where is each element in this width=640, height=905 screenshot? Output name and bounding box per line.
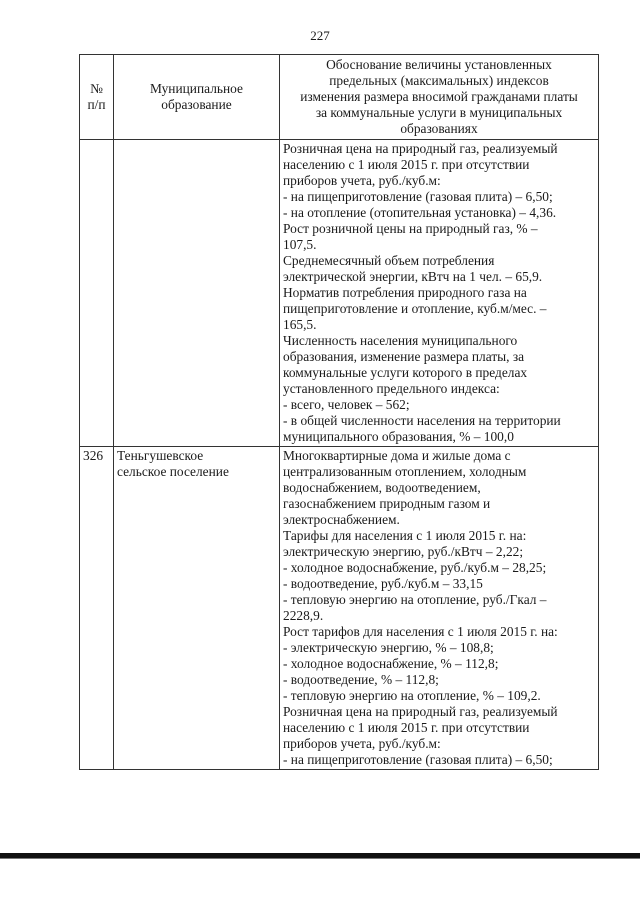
header-justification-line: Обоснование величины установленных bbox=[326, 57, 552, 72]
text-line: Среднемесячный объем потребления bbox=[283, 253, 495, 268]
header-num-line: п/п bbox=[87, 97, 106, 112]
text-line: 2228,9. bbox=[283, 608, 324, 623]
text-line: Многоквартирные дома и жилые дома с bbox=[283, 448, 511, 463]
text-line: - холодное водоснабжение, руб./куб.м – 28,25; bbox=[283, 560, 547, 575]
header-num-line: № bbox=[90, 81, 103, 96]
text-line: электрическую энергию, руб./кВтч – 2,22; bbox=[283, 544, 524, 559]
text-line: - электрическую энергию, % – 108,8; bbox=[283, 640, 494, 655]
text-line: образования, изменение размера платы, за bbox=[283, 349, 525, 364]
text-line: 107,5. bbox=[283, 237, 317, 252]
text-line: приборов учета, руб./куб.м: bbox=[283, 173, 441, 188]
header-municipality-line: Муниципальное bbox=[150, 81, 243, 96]
text-line: Рост розничной цены на природный газ, % – bbox=[283, 221, 538, 236]
text-line: пищеприготовление и отопление, куб.м/мес. – bbox=[283, 301, 547, 316]
header-justification-line: предельных (максимальных) индексов bbox=[329, 73, 549, 88]
text-line: - на пищеприготовление (газовая плита) – 6,50; bbox=[283, 752, 553, 767]
text-line: Норматив потребления природного газа на bbox=[283, 285, 527, 300]
text-line: Тарифы для населения с 1 июля 2015 г. на: bbox=[283, 528, 527, 543]
row-number-cell bbox=[80, 140, 114, 447]
text-line: - всего, человек – 562; bbox=[283, 397, 410, 412]
text-line: 165,5. bbox=[283, 317, 317, 332]
text-line: электрической энергии, кВтч на 1 чел. – 65,9. bbox=[283, 269, 543, 284]
text-line: газоснабжением природным газом и bbox=[283, 496, 491, 511]
text-line: коммунальные услуги которого в пределах bbox=[283, 365, 528, 380]
text-line: - водоотведение, % – 112,8; bbox=[283, 672, 439, 687]
text-line: водоснабжением, водоотведением, bbox=[283, 480, 481, 495]
text-line: муниципального образования, % – 100,0 bbox=[283, 429, 514, 444]
text-line: населению с 1 июля 2015 г. при отсутствии bbox=[283, 720, 530, 735]
header-municipality bbox=[114, 55, 280, 140]
header-justification bbox=[280, 55, 599, 140]
justification-cell bbox=[280, 140, 599, 447]
municipality-cell bbox=[114, 447, 280, 770]
text-line: Розничная цена на природный газ, реализуемый bbox=[283, 704, 558, 719]
justification-cell bbox=[280, 447, 599, 770]
text-line: - водоотведение, руб./куб.м – 33,15 bbox=[283, 576, 483, 591]
text-line: - холодное водоснабжение, % – 112,8; bbox=[283, 656, 499, 671]
text-line: - на пищеприготовление (газовая плита) – 6,50; bbox=[283, 189, 553, 204]
text-line: - тепловую энергию на отопление, руб./Гкал – bbox=[283, 592, 547, 607]
header-municipality-line: образование bbox=[161, 97, 232, 112]
municipality-line: сельское поселение bbox=[117, 464, 229, 479]
header-justification-line: образованиях bbox=[400, 121, 478, 136]
footer-scan-border-thin bbox=[0, 858, 640, 859]
municipal-index-table bbox=[79, 54, 599, 770]
text-line: приборов учета, руб./куб.м: bbox=[283, 736, 441, 751]
header-num bbox=[80, 55, 114, 140]
text-line: Розничная цена на природный газ, реализуемый bbox=[283, 141, 558, 156]
table-row bbox=[80, 447, 599, 770]
header-justification-line: изменения размера вносимой гражданами платы bbox=[300, 89, 578, 104]
page-number: 227 bbox=[310, 28, 330, 43]
text-line: - в общей численности населения на территории bbox=[283, 413, 561, 428]
text-line: населению с 1 июля 2015 г. при отсутствии bbox=[283, 157, 530, 172]
text-line: - тепловую энергию на отопление, % – 109,2. bbox=[283, 688, 541, 703]
municipality-line: Теньгушевское bbox=[117, 448, 204, 463]
table-row bbox=[80, 140, 599, 447]
text-line: установленного предельного индекса: bbox=[283, 381, 500, 396]
row-number-cell: 326 bbox=[80, 447, 114, 770]
text-line: электроснабжением. bbox=[283, 512, 400, 527]
text-line: Численность населения муниципального bbox=[283, 333, 518, 348]
text-line: централизованным отоплением, холодным bbox=[283, 464, 527, 479]
table-header-row bbox=[80, 55, 599, 140]
text-line: - на отопление (отопительная установка) – 4,36. bbox=[283, 205, 557, 220]
municipality-cell bbox=[114, 140, 280, 447]
text-line: Рост тарифов для населения с 1 июля 2015 г. на: bbox=[283, 624, 558, 639]
header-justification-line: за коммунальные услуги в муниципальных bbox=[315, 105, 563, 120]
